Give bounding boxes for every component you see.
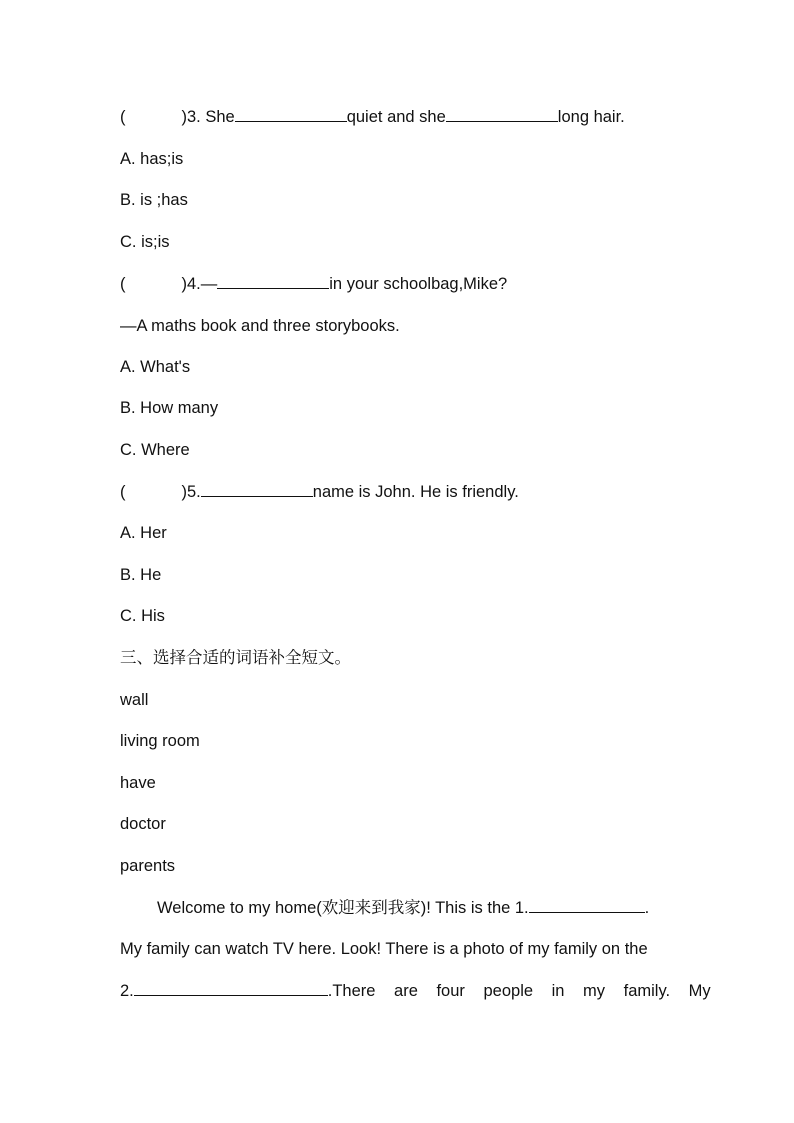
section-3-heading: 三、选择合适的词语补全短文。 <box>120 649 351 667</box>
q5-option-b: B. He <box>120 566 162 584</box>
question-3-stem <box>120 107 625 127</box>
q4-option-a: A. What's <box>120 358 191 376</box>
q5-stem-part-a: )5. <box>181 483 201 501</box>
passage-blank-2[interactable] <box>134 981 328 996</box>
q5-blank[interactable] <box>201 482 313 497</box>
passage-blank-1[interactable] <box>529 898 645 913</box>
passage-line-1-end: . <box>644 899 650 917</box>
answer-paren-open: ( <box>120 108 126 126</box>
q3-blank-2[interactable] <box>446 107 558 122</box>
q3-stem-part-c: long hair. <box>557 108 625 126</box>
q5-option-a: A. Her <box>120 524 167 542</box>
answer-paren-open: ( <box>120 275 126 293</box>
question-4-stem <box>120 274 507 294</box>
passage-line-3 <box>120 981 711 1001</box>
q4-option-b: B. How many <box>120 399 219 417</box>
passage-line-1-text: Welcome to my home(欢迎来到我家)! This is the 1. <box>157 899 529 917</box>
q4-option-c: C. Where <box>120 441 190 459</box>
q3-stem-part-a: )3. She <box>181 108 235 126</box>
passage-line-3-text: .There are four people in my family. My <box>327 982 711 1000</box>
word-bank-item: wall <box>120 691 149 709</box>
q3-blank-1[interactable] <box>235 107 347 122</box>
word-bank-item: living room <box>120 732 200 750</box>
answer-paren-open: ( <box>120 483 126 501</box>
word-bank-item: have <box>120 774 156 792</box>
q4-stem-part-a: )4.— <box>181 275 218 293</box>
q5-stem-part-b: name is John. He is friendly. <box>312 483 519 501</box>
passage-line-3-num: 2. <box>120 982 134 1000</box>
passage-line-1 <box>157 898 649 918</box>
q3-option-a: A. has;is <box>120 150 184 168</box>
passage-line-2: My family can watch TV here. Look! There is a photo of my family on the <box>120 940 648 958</box>
q3-stem-part-b: quiet and she <box>346 108 446 126</box>
word-bank-item: parents <box>120 857 176 875</box>
q3-option-b: B. is ;has <box>120 191 188 209</box>
word-bank-item: doctor <box>120 815 166 833</box>
q4-stem-part-b: in your schoolbag,Mike? <box>329 275 508 293</box>
question-5-stem <box>120 482 519 502</box>
q4-answer-line: —A maths book and three storybooks. <box>120 317 400 335</box>
q4-blank[interactable] <box>217 274 329 289</box>
q5-option-c: C. His <box>120 607 165 625</box>
q3-option-c: C. is;is <box>120 233 170 251</box>
